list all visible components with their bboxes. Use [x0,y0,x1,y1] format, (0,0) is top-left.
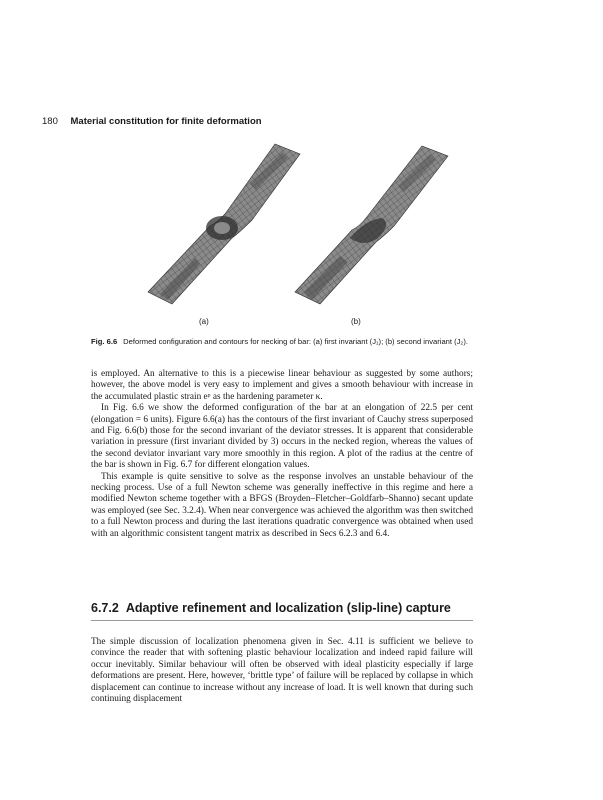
page-number: 180 [42,116,58,127]
panel-label-b: (b) [351,317,361,326]
bar-b [295,146,448,304]
figure-caption-text: Deformed configuration and contours for necking of bar: (a) first invariant (J₁); (b) second invariant (J₂). [123,337,469,346]
running-title: Material constitution for finite deformation [70,116,262,127]
figure-label: Fig. 6.6 [91,337,118,346]
section-heading [91,601,473,621]
figure-6-6 [60,134,560,330]
paragraph-1: is employed. An alternative to this is a piecewise linear behaviour as suggested by some authors; however, the above model is very easy to implement and gives a smooth behaviour with increase in the accumulated plastic strain eᵖ as the hardening parameter κ. [91,369,473,402]
section-number: 6.7.2 [91,601,119,615]
section-title-text: Adaptive refinement and localization (slip-line) capture [125,601,451,615]
page-header [42,116,562,130]
body-text-section [91,637,473,705]
body-text-top [91,369,473,540]
section-paragraph-1: The simple discussion of localization phenomena given in Sec. 4.11 is sufficient we believe to convince the reader that with softening plastic behaviour localization and indeed rapid failure will occur inevitably. Similar behaviour will often be observed with ideal plasticity especially if large deformations are present. Here, however, ‘brittle type’ of failure will be replaced by collapse in which displacement can continue to increase without any increase of load. It is well known that during such continuing displacement [91,637,473,705]
panel-label-a: (a) [199,317,209,326]
paragraph-3: This example is quite sensitive to solve as the response involves an unstable behaviour of the necking process. Use of a full Newton scheme was generally ineffective in this regime and here a modified Newton scheme together with a BFGS (Broyden–Fletcher–Goldfarb–Shanno) secant update was employed (see Sec. 3.2.4). When near convergence was achieved the algorithm was then switched to a full Newton process and during the last iterations quadratic convergence was obtained when used with an algorithmic consistent tangent matrix as described in Secs 6.2.3 and 6.4. [91,471,473,539]
paragraph-2: In Fig. 6.6 we show the deformed configuration of the bar at an elongation of 22.5 per cent (elongation = 6 units). Figure 6.6(a) has the contours of the first invariant of Cauchy stress superposed and Fig. 6.6(b) those for the second invariant of the deviator stresses. It is apparent that considerable variation in pressure (first invariant divided by 3) occurs in the necked region, whereas the values of the second deviator invariant vary more smoothly in this region. A plot of the radius at the centre of the bar is shown in Fig. 6.7 for different elongation values. [91,403,473,471]
bar-a [148,144,300,304]
figure-caption [91,337,511,347]
necking-bar-figure [60,134,560,330]
